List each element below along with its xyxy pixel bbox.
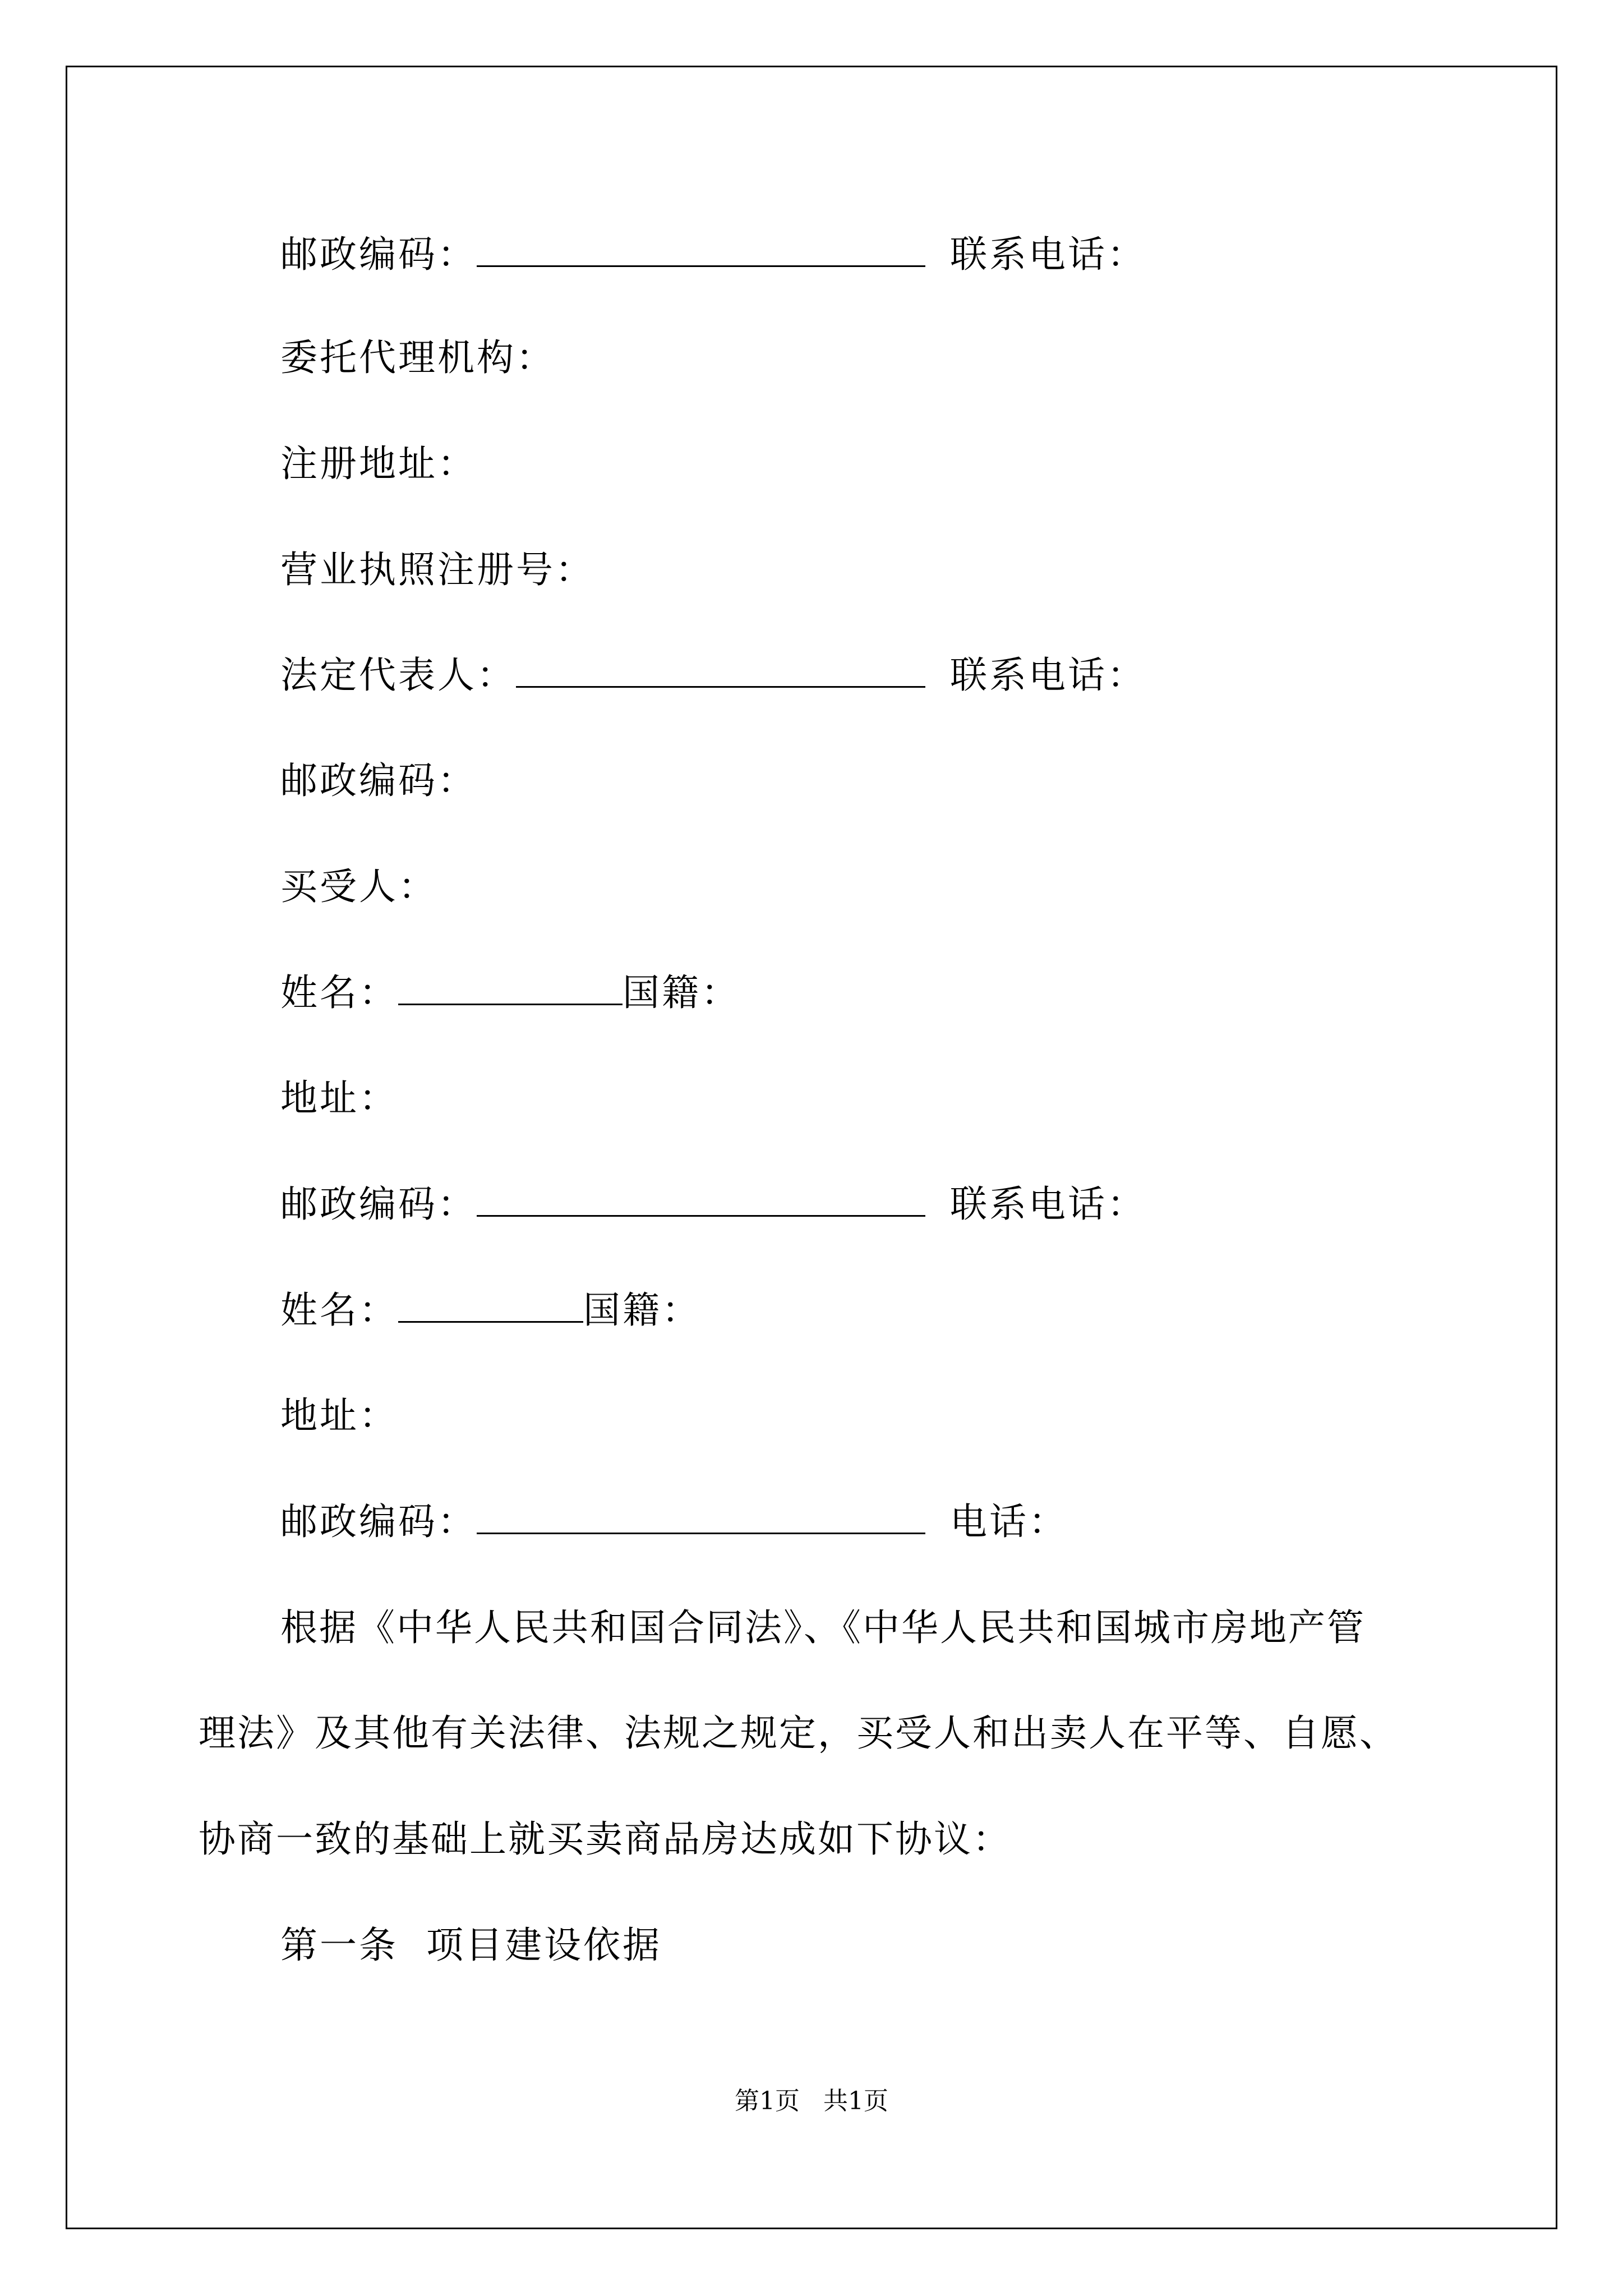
- paragraph-line-2: [199, 1711, 1398, 1756]
- registered-address-label: 注册地址：: [280, 442, 477, 485]
- address-label: 地址：: [280, 1394, 398, 1437]
- name-nationality-line-2: [280, 1288, 701, 1333]
- legal-rep-label: 法定代表人：: [280, 654, 516, 697]
- name-blank: [398, 971, 623, 1005]
- postcode-label: 邮政编码：: [280, 1182, 477, 1226]
- phone-label: 电话：: [950, 1500, 1068, 1543]
- agent-institution-line: [280, 335, 555, 380]
- postcode-phone-line-2: [280, 1182, 1146, 1227]
- name-nationality-line-1: [280, 970, 740, 1015]
- paragraph-line-3: [199, 1817, 1011, 1862]
- address-line-1: [280, 1076, 398, 1121]
- agent-institution-label: 委托代理机构：: [280, 336, 555, 379]
- legal-rep-line: [280, 653, 1146, 698]
- article-1-heading: [280, 1923, 662, 1968]
- nationality-label: 国籍：: [583, 1289, 701, 1332]
- postcode-blank: [477, 233, 925, 267]
- address-line-2: [280, 1393, 398, 1438]
- nationality-label: 国籍：: [623, 971, 740, 1014]
- address-label: 地址：: [280, 1076, 398, 1120]
- registered-address-line: [280, 441, 477, 486]
- postcode-line-2: [280, 758, 477, 803]
- postcode-blank: [477, 1182, 925, 1217]
- name-label: 姓名：: [280, 1289, 398, 1332]
- phone-label: 联系电话：: [950, 654, 1146, 697]
- paragraph-line-1: [280, 1605, 1366, 1650]
- postcode-phone-line-1: [280, 232, 1146, 277]
- postcode-phone-line-3: [280, 1499, 1068, 1544]
- postcode-label: 邮政编码：: [280, 759, 477, 802]
- postcode-blank: [477, 1500, 925, 1534]
- business-license-label: 营业执照注册号：: [280, 548, 594, 591]
- page-frame: [66, 66, 1557, 2229]
- name-label: 姓名：: [280, 971, 398, 1014]
- postcode-label: 邮政编码：: [280, 233, 477, 276]
- phone-label: 联系电话：: [950, 233, 1146, 276]
- page-footer: 第1页 共1页: [735, 2087, 888, 2115]
- business-license-line: [280, 547, 594, 592]
- paragraph-text: 协商一致的基础上就买卖商品房达成如下协议：: [199, 1818, 1011, 1861]
- legal-rep-blank: [516, 654, 925, 688]
- phone-label: 联系电话：: [950, 1182, 1146, 1226]
- paragraph-text: 理法》及其他有关法律、法规之规定，买受人和出卖人在平等、自愿、: [199, 1711, 1398, 1755]
- postcode-label: 邮政编码：: [280, 1500, 477, 1543]
- paragraph-text: 根据《中华人民共和国合同法》、《中华人民共和国城市房地产管: [280, 1606, 1366, 1649]
- buyer-label: 买受人：: [280, 865, 437, 908]
- article-heading-text: 第一条 项目建设依据: [280, 1924, 662, 1967]
- buyer-line: [280, 864, 437, 909]
- name-blank: [398, 1289, 583, 1323]
